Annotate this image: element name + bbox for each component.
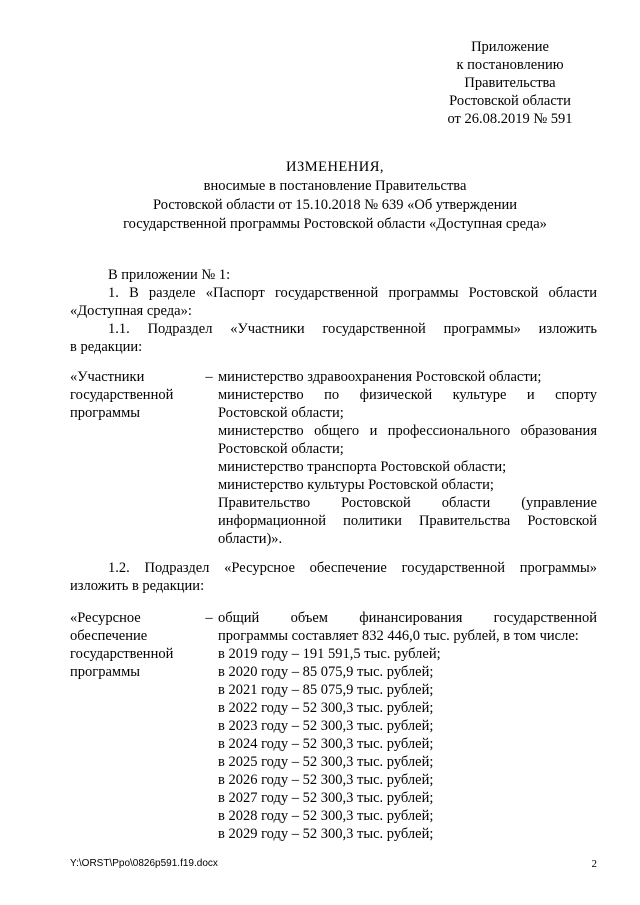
appendix-line: Ростовской области (449, 93, 571, 109)
title-heading: ИЗМЕНЕНИЯ, (285, 159, 385, 175)
title-line: Ростовской области от 15.10.2018 № 639 «Об утверждении (153, 197, 517, 213)
participants-value (218, 368, 597, 548)
appendix-line: Правительства (464, 75, 556, 91)
value-line: в 2022 году – 52 300,3 тыс. рублей; (218, 700, 434, 716)
appendix-line: от 26.08.2019 № 591 (447, 111, 573, 127)
resources-label (70, 609, 200, 681)
value-line: в 2021 году – 85 075,9 тыс. рублей; (218, 682, 434, 698)
row-dash: – (205, 369, 213, 385)
intro-paragraph: 1. В разделе «Паспорт государственной программы Ростовской области (108, 285, 597, 301)
title-line: вносимые в постановление Правительства (203, 178, 467, 194)
value-line: министерство культуры Ростовской области; (218, 477, 494, 493)
section-2 (70, 559, 597, 595)
value-line: области)». (218, 531, 283, 547)
value-line: в 2020 году – 85 075,9 тыс. рублей; (218, 664, 434, 680)
appendix-line: Приложение (471, 39, 549, 55)
label-line: «Ресурсное (70, 610, 141, 626)
intro-paragraph: В приложении № 1: (108, 267, 231, 283)
appendix-header (420, 38, 600, 128)
appendix-line: к постановлению (456, 57, 564, 73)
participants-label (70, 368, 200, 422)
value-line: министерство здравоохранения Ростовской области; (218, 369, 542, 385)
value-line: в 2023 году – 52 300,3 тыс. рублей; (218, 718, 434, 734)
value-line: в 2019 году – 191 591,5 тыс. рублей; (218, 646, 441, 662)
section-paragraph: 1.2. Подраздел «Ресурсное обеспечение государственной программы» (108, 560, 597, 576)
intro-section (70, 266, 597, 356)
value-line: Правительство Ростовской области (управление (218, 495, 597, 511)
title-line: государственной программы Ростовской области «Доступная среда» (123, 216, 547, 232)
value-line: программы составляет 832 446,0 тыс. рублей, в том числе: (218, 628, 579, 644)
value-line: в 2027 году – 52 300,3 тыс. рублей; (218, 790, 434, 806)
value-line: информационной политики Правительства Ростовской (218, 513, 597, 529)
row-dash: – (205, 610, 213, 626)
label-line: программы (70, 664, 140, 680)
value-line: министерство транспорта Ростовской области; (218, 459, 507, 475)
intro-paragraph: «Доступная среда»: (70, 303, 192, 319)
value-line: в 2025 году – 52 300,3 тыс. рублей; (218, 754, 434, 770)
label-line: «Участники (70, 369, 145, 385)
page-footer (70, 858, 597, 872)
resources-value (218, 609, 597, 843)
file-path: Y:\ORST\Ppo\0826p591.f19.docx (70, 858, 218, 869)
label-line: обеспечение (70, 628, 148, 644)
label-line: программы (70, 405, 140, 421)
value-line: в 2026 году – 52 300,3 тыс. рублей; (218, 772, 434, 788)
value-line: общий объем финансирования государственной (218, 610, 597, 626)
document-title (70, 158, 600, 234)
value-line: в 2028 году – 52 300,3 тыс. рублей; (218, 808, 434, 824)
intro-paragraph: 1.1. Подраздел «Участники государственной программы» изложить (108, 321, 597, 337)
section-paragraph: изложить в редакции: (70, 578, 205, 594)
label-line: государственной (70, 646, 174, 662)
value-line: министерство по физической культуре и спорту (218, 387, 597, 403)
value-line: министерство общего и профессионального образования (218, 423, 597, 439)
label-line: государственной (70, 387, 174, 403)
value-line: в 2024 году – 52 300,3 тыс. рублей; (218, 736, 434, 752)
page-number: 2 (591, 858, 597, 870)
value-line: Ростовской области; (218, 441, 344, 457)
value-line: Ростовской области; (218, 405, 344, 421)
intro-paragraph: в редакции: (70, 339, 143, 355)
value-line: в 2029 году – 52 300,3 тыс. рублей; (218, 826, 434, 842)
